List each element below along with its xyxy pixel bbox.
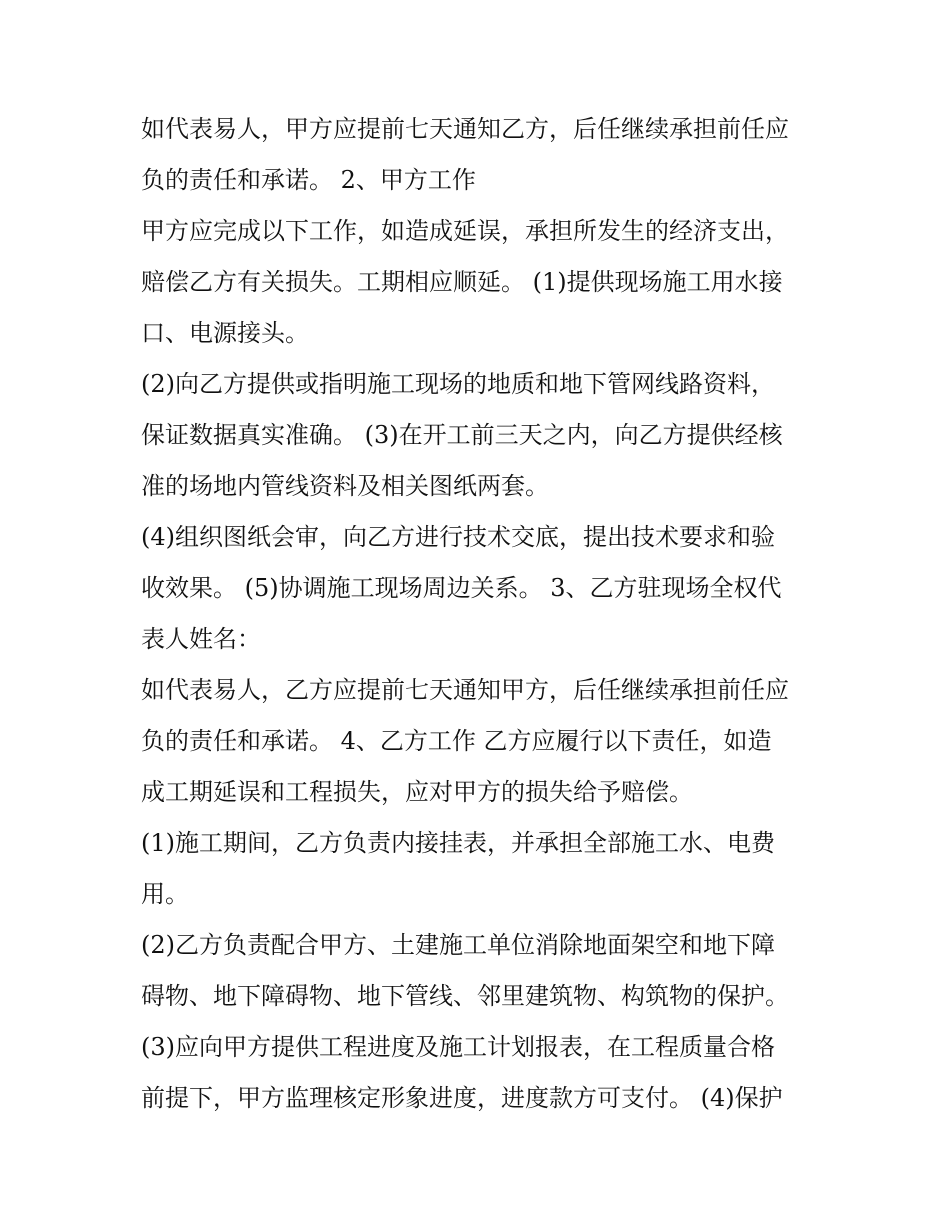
text-line: 成工期延误和工程损失，应对甲方的损失给予赔偿。 xyxy=(141,778,693,806)
text-line: 负的责任和承诺。 2、甲方工作 xyxy=(141,166,476,194)
contract-text xyxy=(141,104,821,1124)
text-line: 如代表易人，乙方应提前七天通知甲方，后任继续承担前任应 xyxy=(141,676,789,704)
text-line: 收效果。 (5)协调施工现场周边关系。 3、乙方驻现场全权代 xyxy=(141,574,782,602)
text-line: 用。 xyxy=(141,880,189,908)
text-line: (2)乙方负责配合甲方、土建施工单位消除地面架空和地下障 xyxy=(141,931,775,959)
text-line: 口、电源接头。 xyxy=(141,319,309,347)
text-line: (3)应向甲方提供工程进度及施工计划报表，在工程质量合格 xyxy=(141,1033,775,1061)
text-line: (4)组织图纸会审，向乙方进行技术交底，提出技术要求和验 xyxy=(141,523,775,551)
text-line: 准的场地内管线资料及相关图纸两套。 xyxy=(141,472,549,500)
text-line: (2)向乙方提供或指明施工现场的地质和地下管网线路资料， xyxy=(141,370,775,398)
text-line: 保证数据真实准确。 (3)在开工前三天之内，向乙方提供经核 xyxy=(141,421,783,449)
text-line: 前提下，甲方监理核定形象进度，进度款方可支付。 (4)保护 xyxy=(141,1084,783,1112)
text-line: (1)施工期间，乙方负责内接挂表，并承担全部施工水、电费 xyxy=(141,829,775,857)
text-line: 甲方应完成以下工作，如造成延误，承担所发生的经济支出， xyxy=(141,217,789,245)
text-line: 碍物、地下障碍物、地下管线、邻里建筑物、构筑物的保护。 xyxy=(141,982,789,1010)
text-line: 负的责任和承诺。 4、乙方工作 乙方应履行以下责任，如造 xyxy=(141,727,772,755)
text-line: 赔偿乙方有关损失。工期相应顺延。 (1)提供现场施工用水接 xyxy=(141,268,783,296)
text-line: 表人姓名： xyxy=(141,625,261,653)
text-line: 如代表易人，甲方应提前七天通知乙方，后任继续承担前任应 xyxy=(141,115,789,143)
